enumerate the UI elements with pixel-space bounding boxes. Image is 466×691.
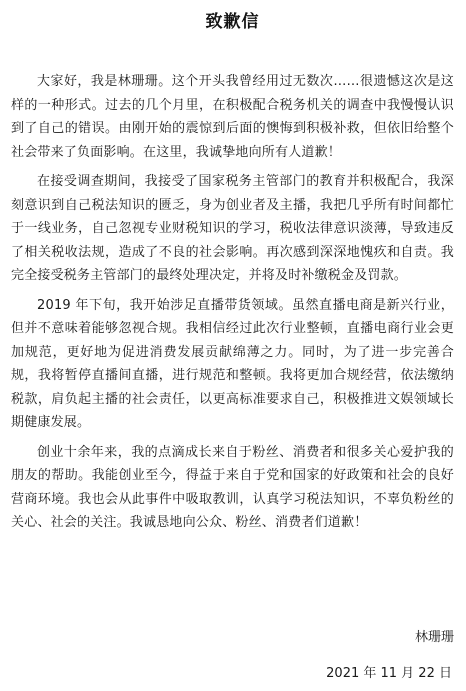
paragraph-apology: 创业十余年来，我的点滴成长来自于粉丝、消费者和很多关心爱护我的朋友的帮助。我能创业至今，得益于来自于党和国家的好政策和社会的良好营商环境。我也会从此事件中吸取教训，认真学习税法知识，不辜负粉丝的关心、社会的关注。我诚恳地向公众、粉丝、消费者们道歉！ [11,444,454,530]
letter-title: 致歉信 [205,12,260,32]
paragraph-greeting: 大家好，我是林珊珊。这个开头我曾经用过无数次……很遗憾这次是这样的一种形式。过去的几个月里，在积极配合税务机关的调查中我慢慢认识到了自己的错误。由刚开始的震惊到后面的懊悔到积极补救，但依旧给整个社会带来了负面影响。在这里，我诚挚地向所有人道歉！ [11,74,454,160]
letter-body [11,70,454,535]
signature: 林珊珊 [414,630,454,645]
paragraph-investigation: 在接受调查期间，我接受了国家税务主管部门的教育并积极配合，我深刻意识到自己税法知识的匮乏，身为创业者及主播，我把几乎所有时间都忙于一线业务，自己忽视专业财税知识的学习，税收法律意识淡薄，导致违反了相关税收法规，造成了不良的社会影响。再次感到深深地愧疚和自责。我完全接受税务主管部门的最终处理决定，并将及时补缴税金及罚款。 [11,174,454,283]
letter-date: 2021 年 11 月 22 日 [326,666,452,681]
paragraph-compliance: 2019 年下旬，我开始涉足直播带货领域。虽然直播电商是新兴行业，但并不意味着能够忽视合规。我相信经过此次行业整顿，直播电商行业会更加规范，更好地为促进消费发展贡献绵薄之力。同时，为了进一步完善合规，我将暂停直播间直播，进行规范和整顿。我将更加合规经营，依法缴纳税款，肩负起主播的社会责任，以更高标准要求自己，积极推进文娱领域长期健康发展。 [11,297,454,430]
